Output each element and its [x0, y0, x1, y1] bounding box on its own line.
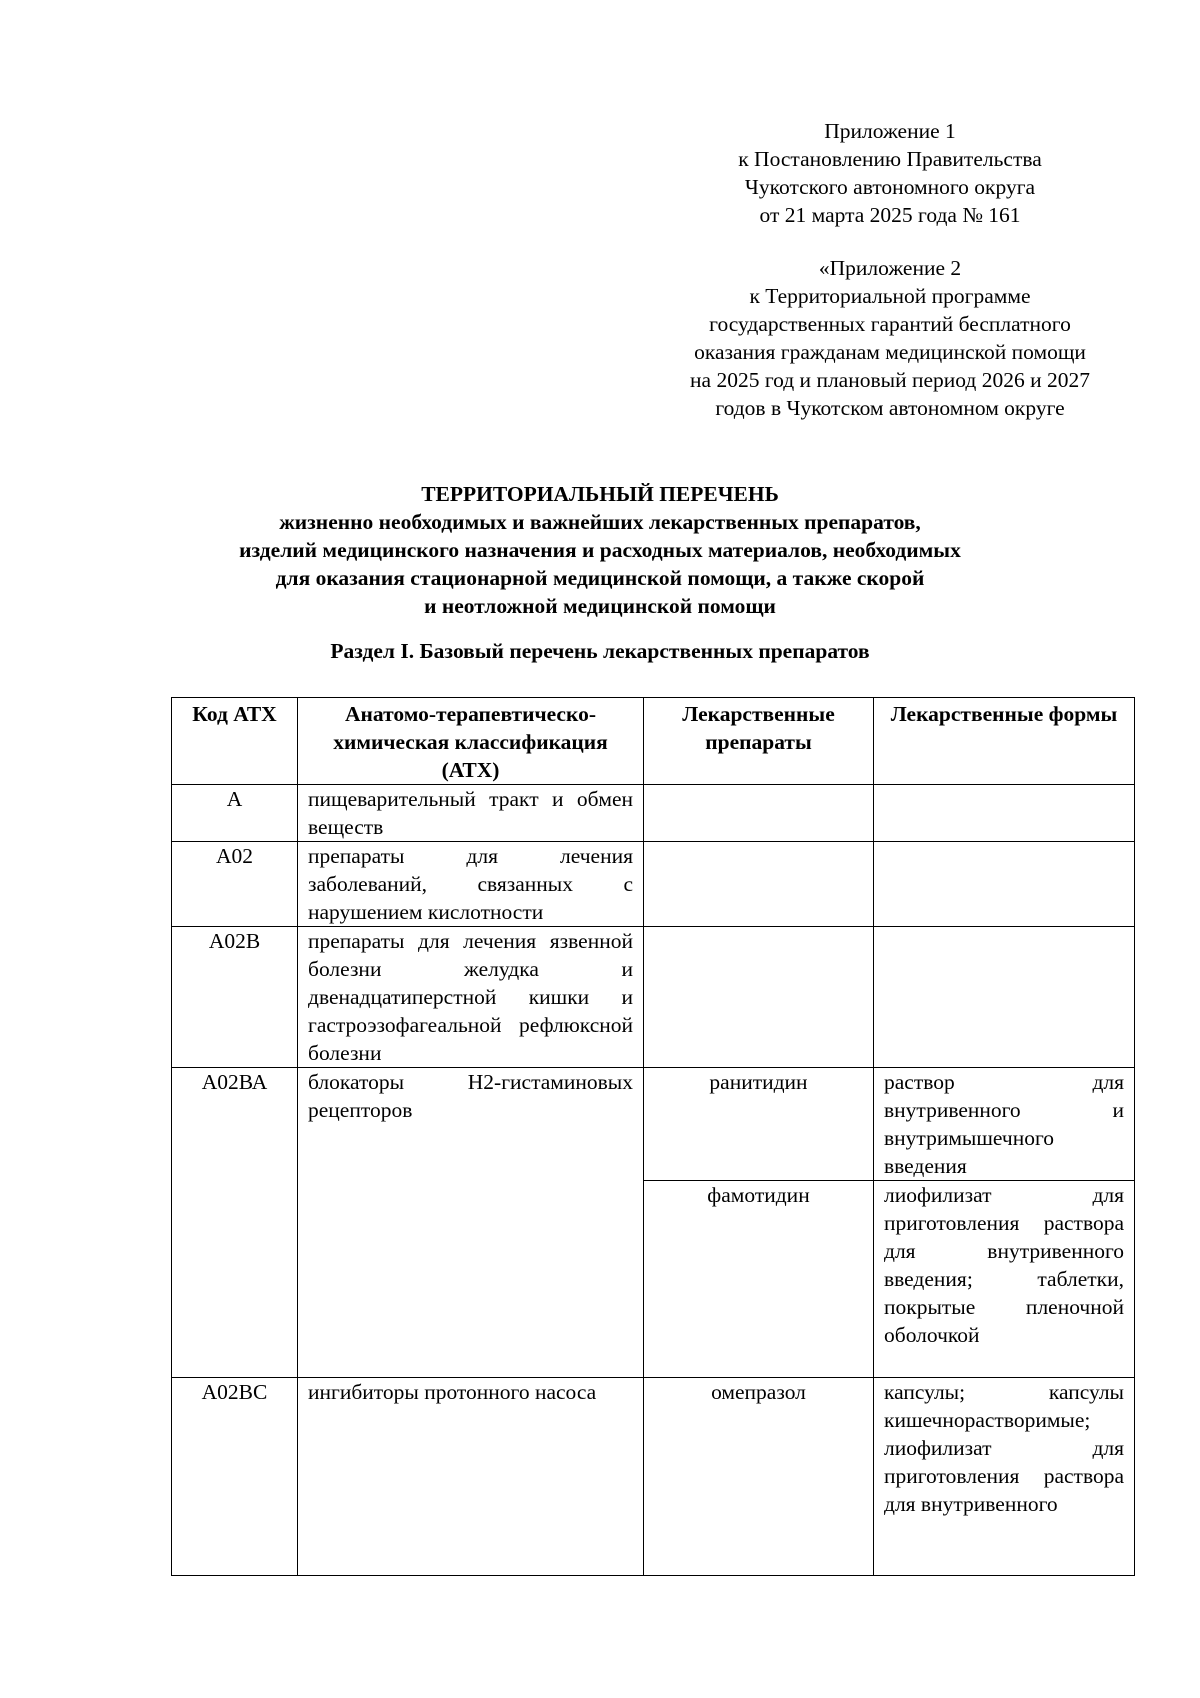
title-line: жизненно необходимых и важнейших лекарственных препаратов,: [279, 510, 921, 534]
atx-code: А02ВС: [172, 1378, 298, 1576]
drug-name: фамотидин: [644, 1181, 874, 1378]
appendix-2-line: оказания гражданам медицинской помощи: [694, 340, 1086, 364]
atx-table: [171, 697, 1135, 1576]
atx-classification: пищеварительный тракт и обмен веществ: [298, 785, 644, 842]
drug-cell-empty: [644, 927, 874, 1068]
document-title: [150, 480, 1050, 620]
title-line: и неотложной медицинской помощи: [424, 594, 776, 618]
drug-forms: капсулы; капсулы кишечнорастворимые; лиофилизат для приготовления раствора для внутривенного: [874, 1378, 1135, 1576]
appendix-2-line: на 2025 год и плановый период 2026 и 2027: [690, 368, 1090, 392]
appendix-2-line: к Территориальной программе: [749, 284, 1031, 308]
table-row: [172, 1378, 1135, 1576]
appendix-2-line: годов в Чукотском автономном округе: [715, 396, 1065, 420]
appendix-1-line: Приложение 1: [824, 119, 956, 143]
drug-cell-empty: [644, 842, 874, 927]
form-cell-empty: [874, 842, 1135, 927]
form-cell-empty: [874, 927, 1135, 1068]
appendix-1-line: Чукотского автономного округа: [744, 175, 1036, 199]
atx-classification: препараты для лечения заболеваний, связанных с нарушением кислотности: [298, 842, 644, 927]
title-line: ТЕРРИТОРИАЛЬНЫЙ ПЕРЕЧЕНЬ: [421, 482, 779, 506]
table-header-row: [172, 698, 1135, 785]
header-code: Код АТХ: [172, 698, 298, 785]
header-forms: Лекарственные формы: [874, 698, 1135, 785]
drug-forms: лиофилизат для приготовления раствора для внутривенного введения; таблетки, покрытые пленочной оболочкой: [874, 1181, 1135, 1378]
drug-forms: раствор для внутривенного и внутримышечного введения: [874, 1068, 1135, 1181]
drug-cell-empty: [644, 785, 874, 842]
drug-name: ранитидин: [644, 1068, 874, 1181]
title-line: изделий медицинского назначения и расходных материалов, необходимых: [239, 538, 961, 562]
atx-classification: препараты для лечения язвенной болезни желудка и двенадцатиперстной кишки и гастроэзофагеальной рефлюксной болезни: [298, 927, 644, 1068]
form-cell-empty: [874, 785, 1135, 842]
title-line: для оказания стационарной медицинской помощи, а также скорой: [275, 566, 925, 590]
drug-name: омепразол: [644, 1378, 874, 1576]
atx-code: А: [172, 785, 298, 842]
atx-code: А02ВА: [172, 1068, 298, 1378]
atx-classification: ингибиторы протонного насоса: [298, 1378, 644, 1576]
appendix-2-block: [660, 254, 1120, 422]
appendix-1-line: от 21 марта 2025 года № 161: [759, 203, 1021, 227]
table-row: [172, 927, 1135, 1068]
atx-code: А02: [172, 842, 298, 927]
table-row: [172, 785, 1135, 842]
header-classification: Анатомо-терапевтическо-химическая классификация (АТХ): [298, 698, 644, 785]
table-row: [172, 1068, 1135, 1181]
appendix-1-line: к Постановлению Правительства: [738, 147, 1042, 171]
atx-classification: блокаторы Н2-гистаминовых рецепторов: [298, 1068, 644, 1378]
section-title: Раздел I. Базовый перечень лекарственных препаратов: [330, 639, 870, 663]
atx-code: А02В: [172, 927, 298, 1068]
header-drugs: Лекарственные препараты: [644, 698, 874, 785]
appendix-2-line: «Приложение 2: [818, 256, 962, 280]
appendix-2-line: государственных гарантий бесплатного: [709, 312, 1071, 336]
table-row: [172, 842, 1135, 927]
appendix-1-block: [660, 117, 1120, 229]
